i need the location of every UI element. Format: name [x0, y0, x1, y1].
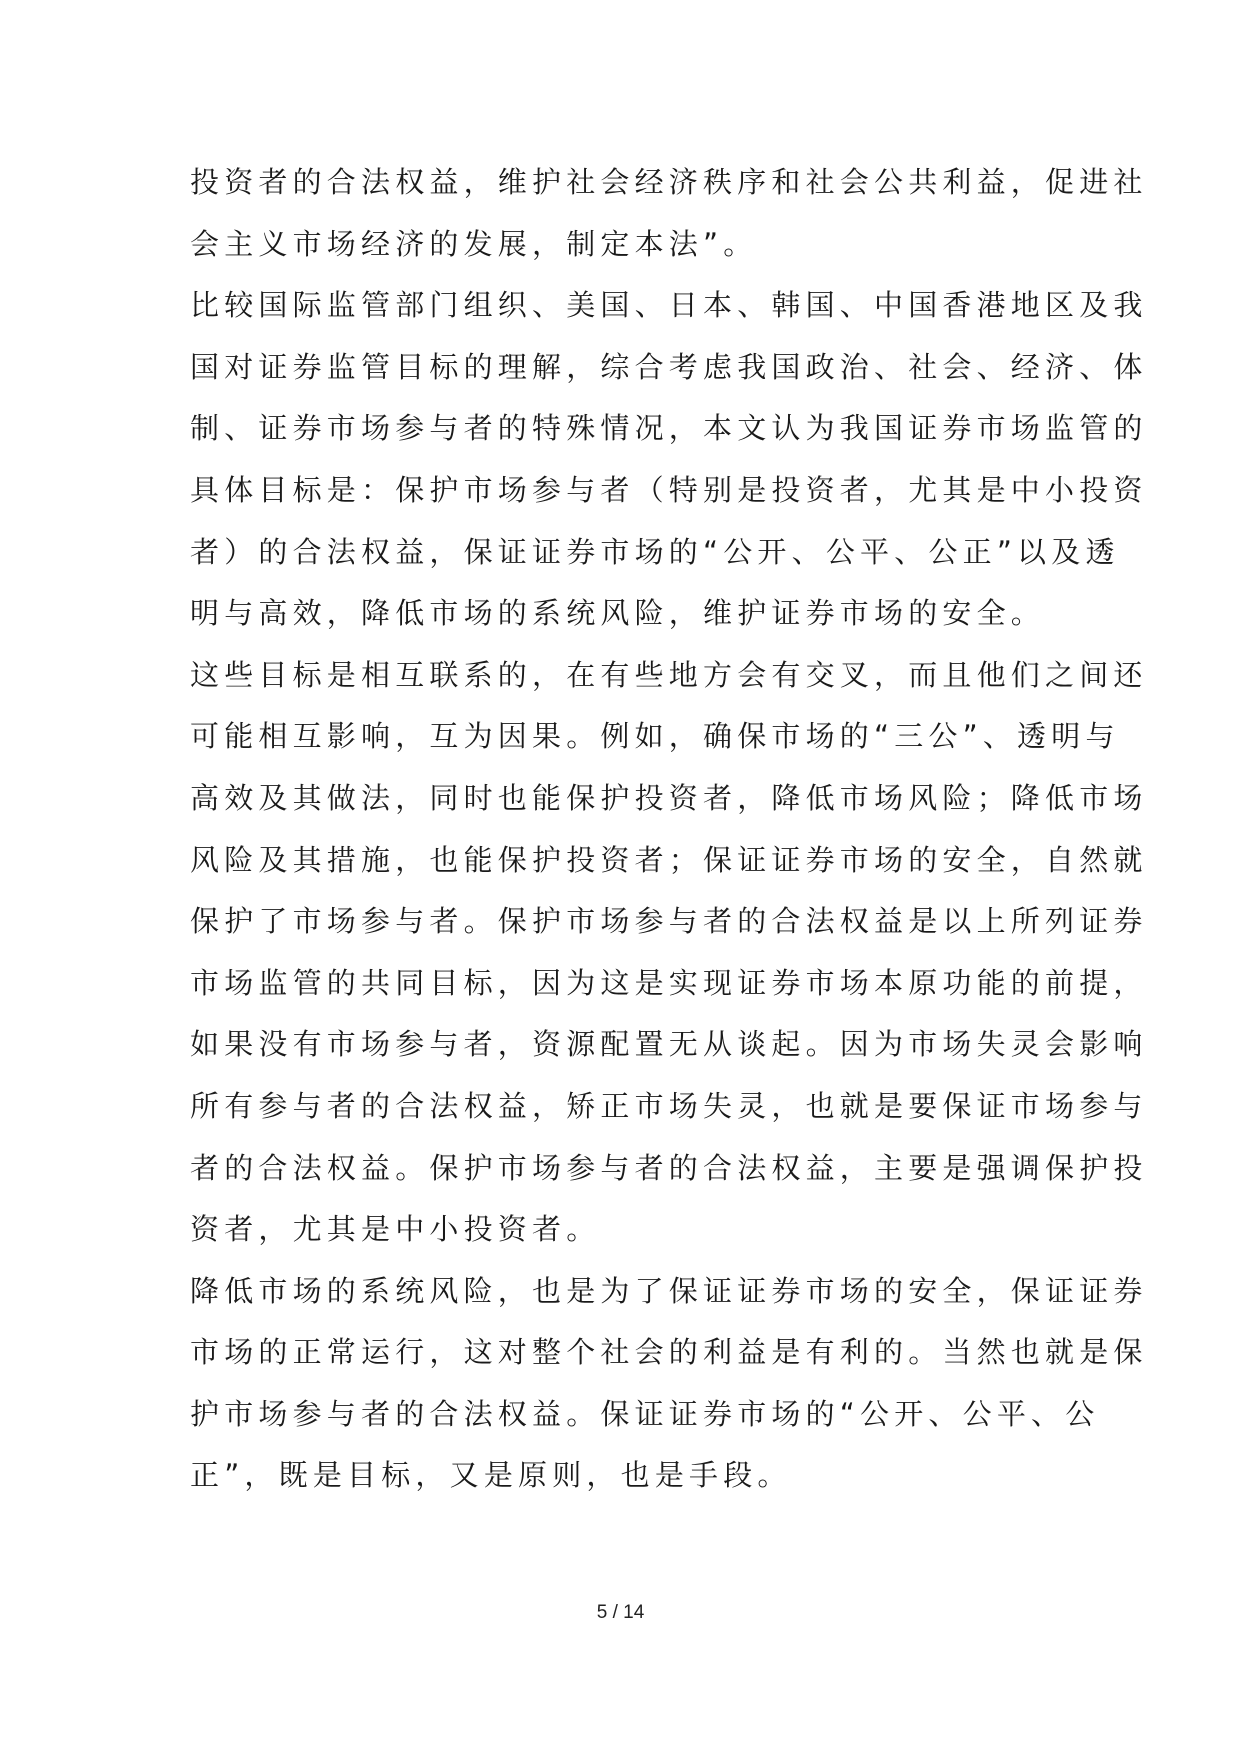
text-line: 资者，尤其是中小投资者。 [190, 1212, 601, 1247]
body-text [190, 152, 1148, 1507]
text-line: 国对证券监管目标的理解，综合考虑我国政治、社会、经济、体 [190, 349, 1148, 384]
text-line: 这些目标是相互联系的，在有些地方会有交叉，而且他们之间还 [190, 657, 1148, 692]
text-line: 制、证券市场参与者的特殊情况，本文认为我国证券市场监管的 [190, 411, 1148, 446]
text-line: 所有参与者的合法权益，矫正市场失灵，也就是要保证市场参与 [190, 1088, 1148, 1123]
text-line: 会主义市场经济的发展，制定本法”。 [190, 226, 758, 261]
text-line: 可能相互影响，互为因果。例如，确保市场的“三公”、透明与 [190, 719, 1120, 754]
text-line: 投资者的合法权益，维护社会经济秩序和社会公共利益，促进社 [190, 165, 1148, 199]
text-line: 风险及其措施，也能保护投资者；保证证券市场的安全，自然就 [190, 842, 1148, 877]
text-line: 者）的合法权益，保证证券市场的“公开、公平、公正”以及透 [190, 534, 1120, 569]
text-line: 者的合法权益。保护市场参与者的合法权益，主要是强调保护投 [190, 1150, 1148, 1185]
text-line: 正”，既是目标，又是原则，也是手段。 [190, 1458, 792, 1493]
text-line: 降低市场的系统风险，也是为了保证证券市场的安全，保证证券 [190, 1273, 1148, 1308]
text-line: 明与高效，降低市场的系统风险，维护证券市场的安全。 [190, 596, 1046, 631]
text-line: 如果没有市场参与者，资源配置无从谈起。因为市场失灵会影响 [190, 1027, 1148, 1062]
text-line: 市场监管的共同目标，因为这是实现证券市场本原功能的前提， [190, 965, 1148, 1000]
text-line: 护市场参与者的合法权益。保证证券市场的“公开、公平、公 [190, 1396, 1100, 1431]
text-line: 市场的正常运行，这对整个社会的利益是有利的。当然也就是保 [190, 1335, 1148, 1370]
text-line: 保护了市场参与者。保护市场参与者的合法权益是以上所列证券 [190, 904, 1148, 939]
page-number: 5 / 14 [596, 1602, 645, 1623]
text-line: 高效及其做法，同时也能保护投资者，降低市场风险；降低市场 [190, 780, 1148, 815]
text-line: 具体目标是：保护市场参与者（特别是投资者，尤其是中小投资 [190, 472, 1148, 507]
text-line: 比较国际监管部门组织、美国、日本、韩国、中国香港地区及我 [190, 288, 1148, 323]
